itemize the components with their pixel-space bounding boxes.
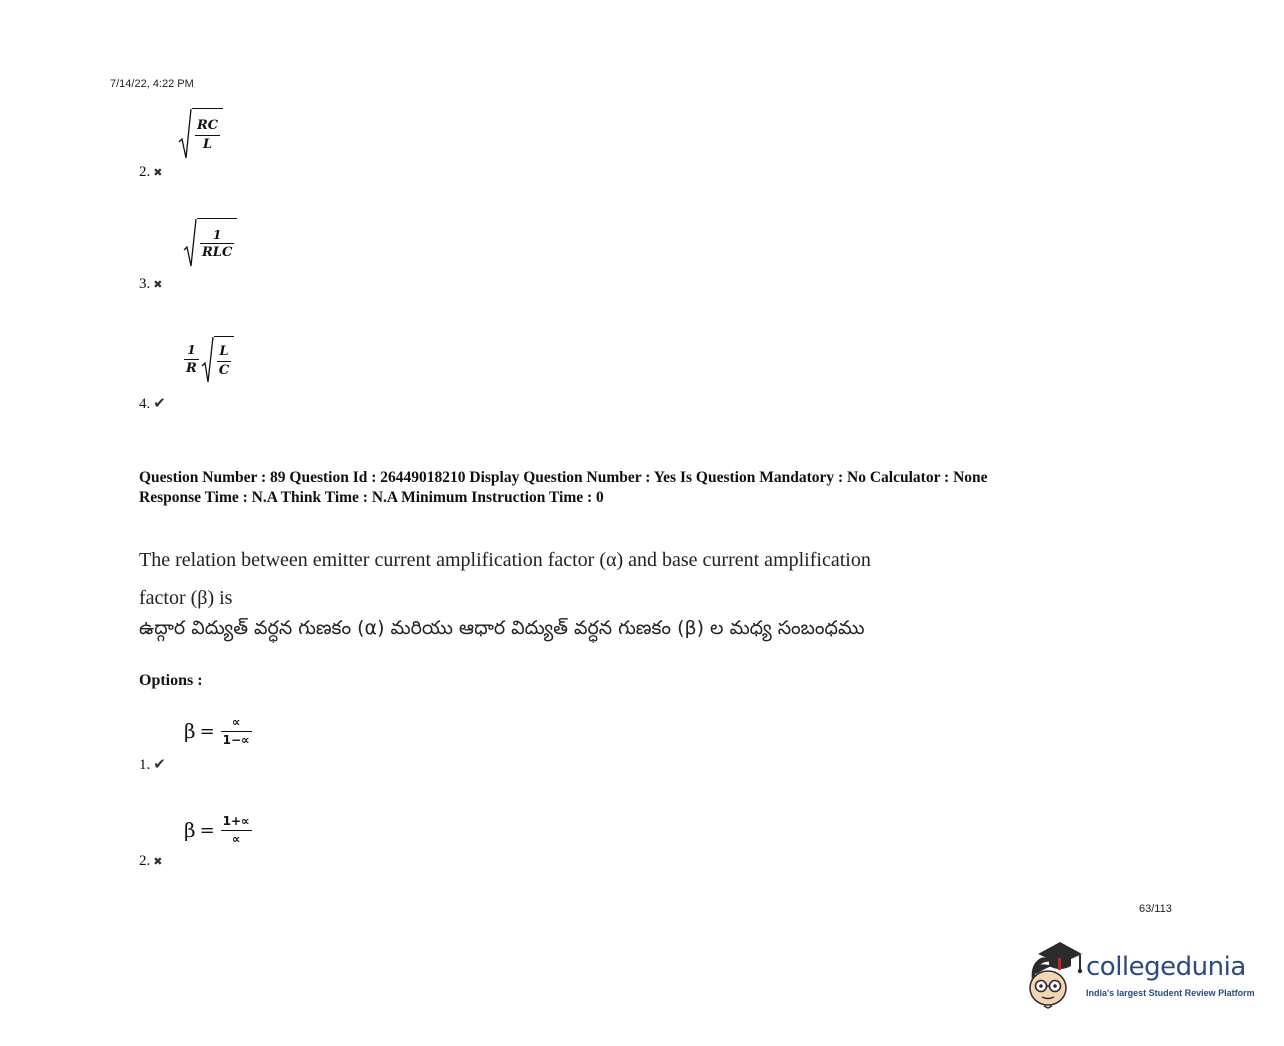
option-1-formula	[184, 716, 252, 746]
question-meta-line-1: Question Number : 89 Question Id : 26449018210 Display Question Number : Yes Is Question Mandatory : No Calculator : None	[139, 469, 988, 486]
option-2-formula	[184, 815, 252, 845]
prev-option-2-formula	[178, 108, 223, 160]
question-meta-line-2: Response Time : N.A Think Time : N.A Minimum Instruction Time : 0	[139, 488, 604, 506]
prev-option-2	[139, 164, 162, 181]
sqrt-symbol	[201, 336, 234, 384]
formula-denominator: R	[186, 360, 197, 376]
page-number: 63/113	[1139, 903, 1172, 915]
prev-option-4-formula	[184, 336, 234, 384]
checkmark-icon: ✔	[153, 394, 166, 412]
prev-option-3-formula	[183, 218, 237, 268]
mascot-icon	[1024, 938, 1086, 1010]
logo-tagline: India's largest Student Review Platform	[1086, 988, 1255, 998]
formula-numerator: ∝	[231, 715, 241, 729]
options-label: Options :	[139, 672, 203, 689]
print-timestamp: 7/14/22, 4:22 PM	[110, 78, 194, 90]
checkmark-icon: ✔	[153, 755, 166, 773]
option-2	[139, 853, 162, 870]
question-text-english	[139, 541, 871, 617]
formula-lhs: β	[184, 818, 196, 843]
option-number: 2.	[139, 164, 151, 180]
formula-denominator: C	[218, 363, 230, 378]
question-text-telugu: ఉద్గార విద్యుత్ వర్ధన గుణకం (α) మరియు ఆధార విద్యుత్ వర్ధన గుణకం (β) ల మధ్య సంబంధము	[139, 617, 865, 639]
cross-icon: ✖	[153, 855, 163, 868]
logo-wordmark: collegedunia	[1086, 952, 1246, 982]
formula-equals: =	[199, 720, 215, 742]
formula-denominator: ∝	[231, 831, 241, 846]
formula-equals: =	[199, 819, 215, 841]
sqrt-symbol	[183, 218, 237, 268]
formula-numerator: 1+∝	[222, 814, 250, 828]
formula-numerator: 1	[187, 343, 196, 358]
cross-icon: ✖	[153, 166, 163, 179]
option-number: 4.	[139, 396, 151, 412]
cross-icon: ✖	[153, 278, 163, 291]
collegedunia-logo	[1024, 938, 1264, 1010]
prev-option-4	[139, 394, 166, 413]
formula-denominator: L	[203, 137, 213, 152]
formula-numerator: L	[219, 344, 229, 360]
option-1	[139, 755, 166, 774]
sqrt-symbol	[178, 108, 223, 160]
option-number: 2.	[139, 853, 151, 869]
question-meta	[139, 468, 988, 507]
formula-lhs: β	[184, 719, 196, 744]
option-number: 3.	[139, 276, 151, 292]
formula-numerator: RC	[197, 118, 219, 134]
question-text-line-2: factor (β) is	[139, 587, 233, 609]
formula-denominator: RLC	[202, 245, 233, 261]
formula-denominator: 1−∝	[222, 732, 250, 747]
formula-numerator: 1	[212, 227, 222, 242]
question-text-line-1: The relation between emitter current amplification factor (α) and base current amplification	[139, 549, 871, 571]
prev-option-3	[139, 276, 162, 293]
option-number: 1.	[139, 757, 151, 773]
